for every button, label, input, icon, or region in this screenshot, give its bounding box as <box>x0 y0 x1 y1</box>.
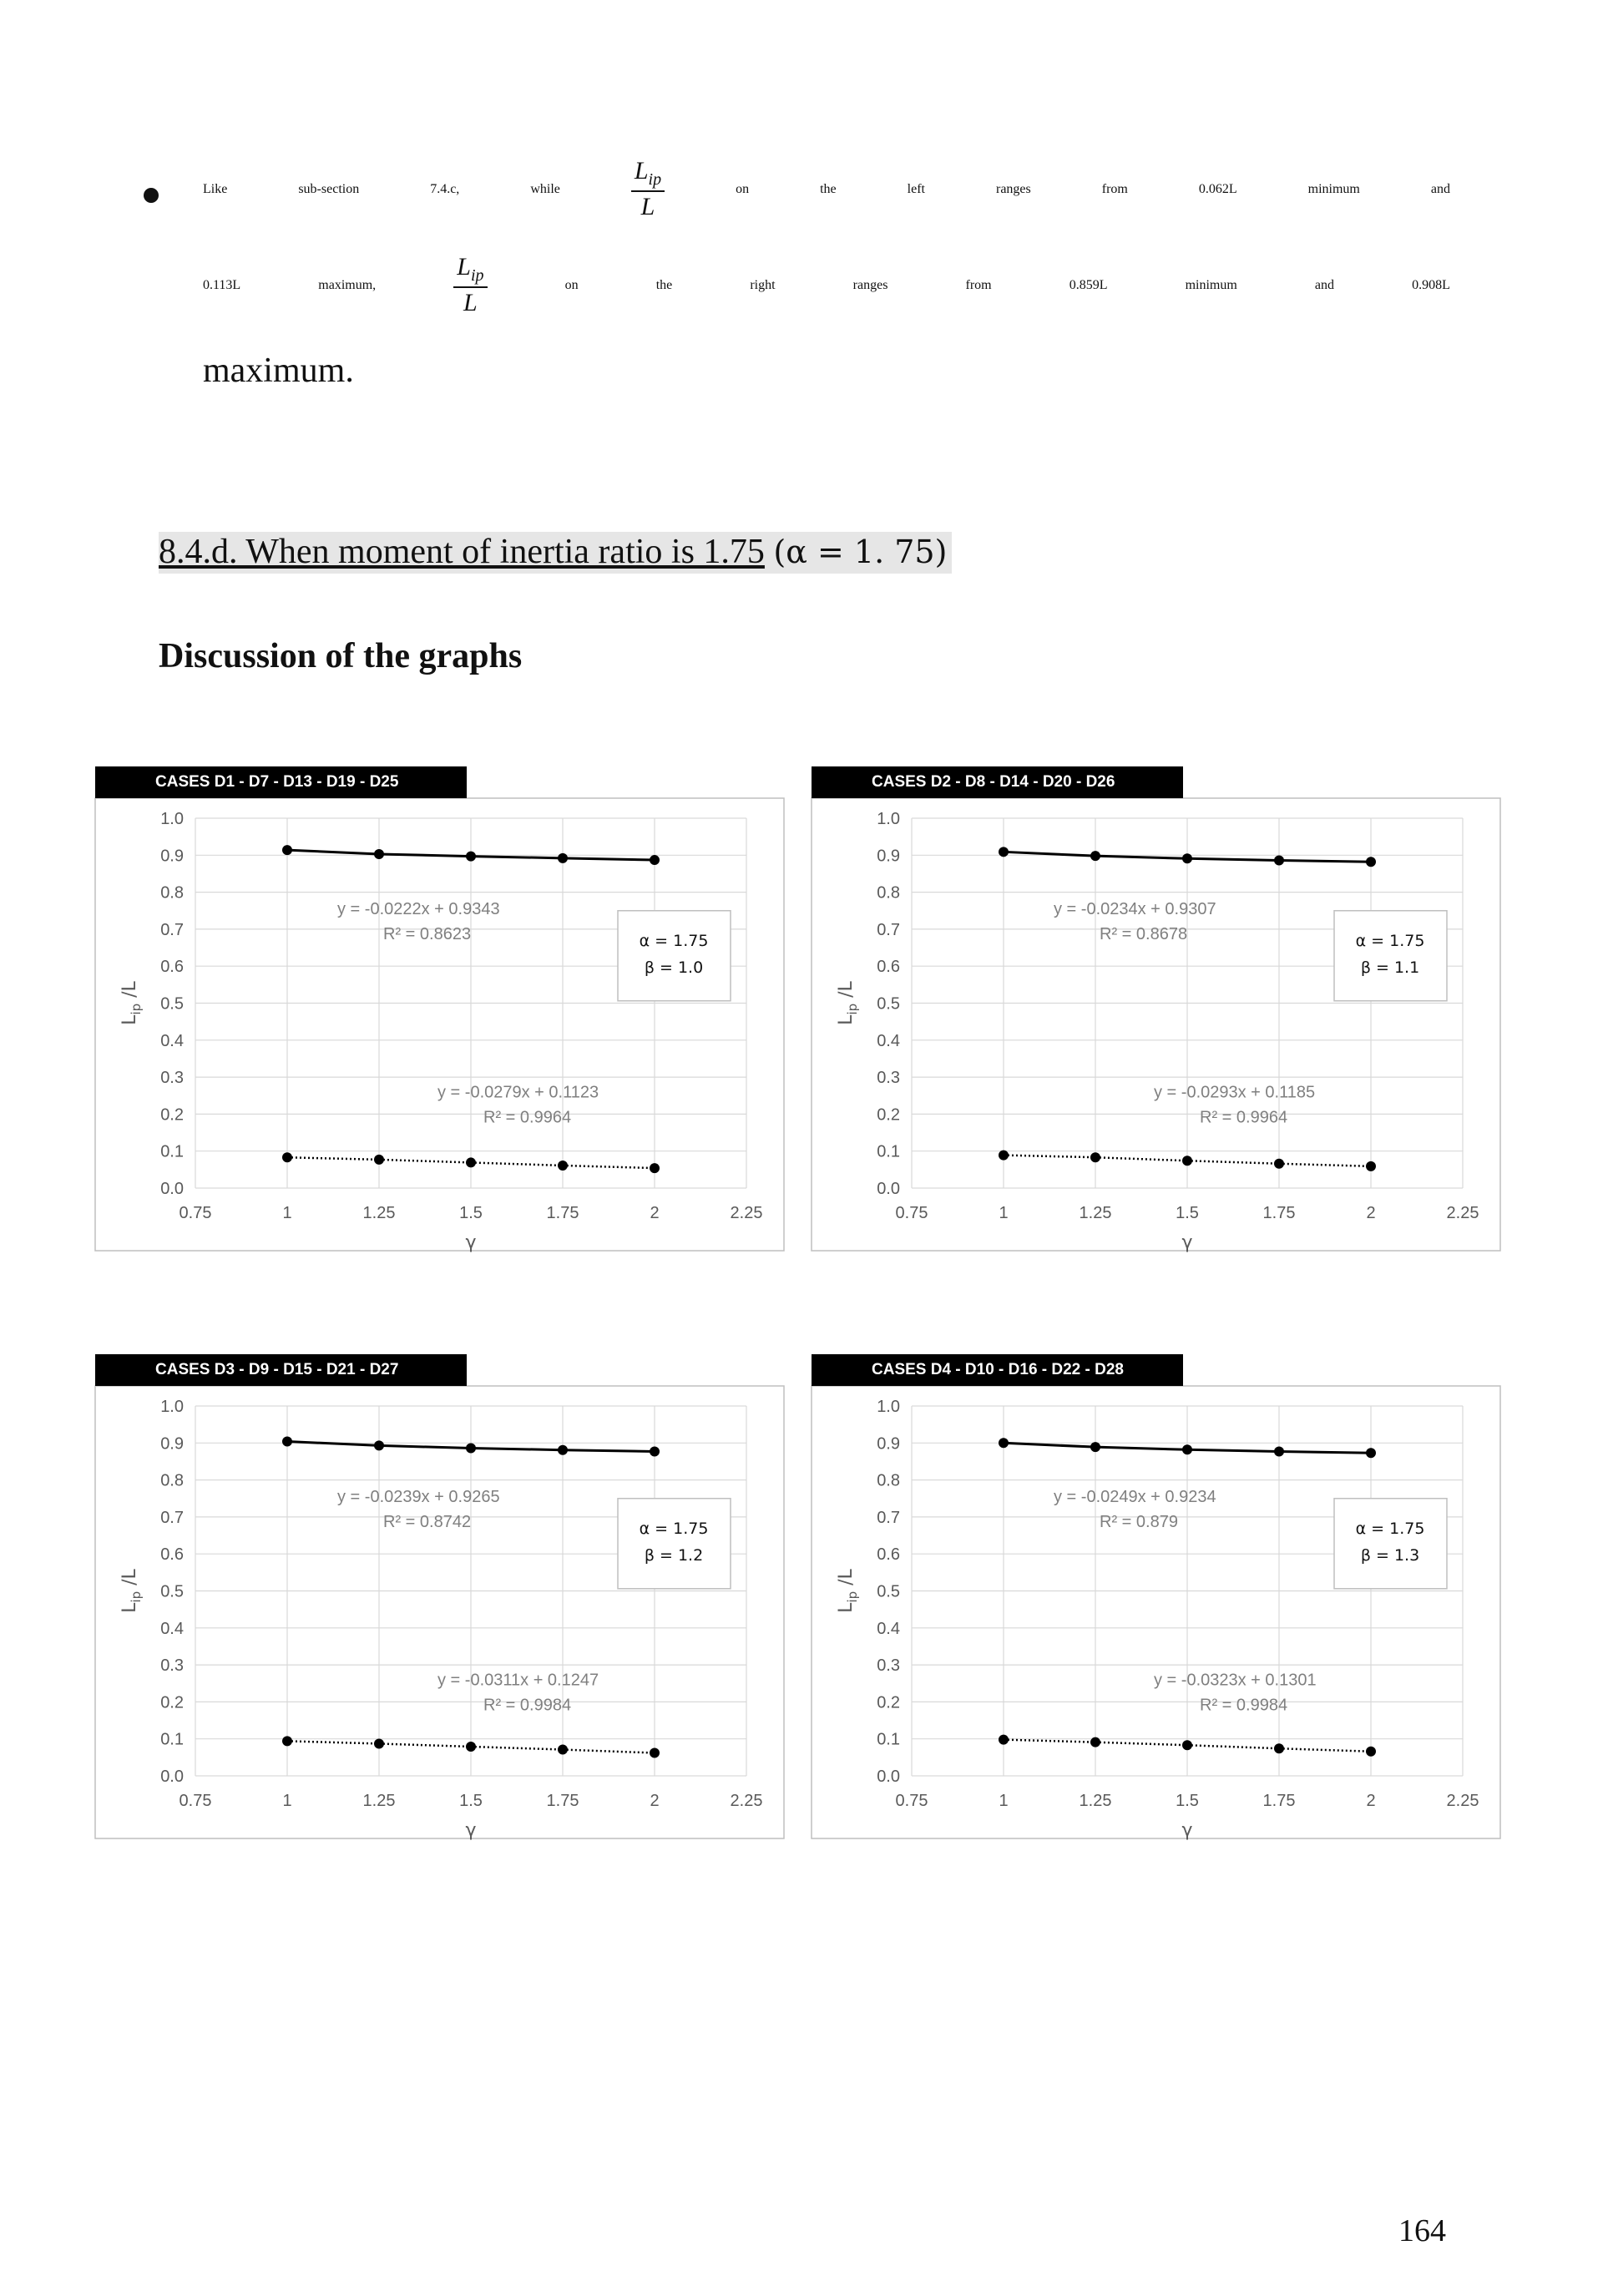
x-tick-label: 0.75 <box>895 1792 928 1810</box>
x-tick-label: 2 <box>650 1204 660 1222</box>
data-point <box>1090 851 1100 861</box>
trendline-r2-lower: R² = 0.9984 <box>1200 1696 1288 1715</box>
parameter-box <box>618 1499 731 1589</box>
y-tick-label: 0.9 <box>877 1434 900 1454</box>
y-tick-label: 0.9 <box>160 1434 184 1454</box>
x-tick-label: 2.25 <box>1446 1204 1479 1222</box>
data-point <box>1366 1161 1376 1171</box>
data-point <box>999 1438 1009 1448</box>
trendline-equation-upper: y = -0.0249x + 0.9234 <box>1054 1488 1216 1507</box>
data-point <box>282 845 292 855</box>
page-number: 164 <box>1398 2213 1446 2248</box>
trendline-r2-upper: R² = 0.8623 <box>383 925 472 944</box>
chart-3 <box>95 1354 784 1841</box>
x-axis-label: γ <box>465 1820 477 1841</box>
fraction-lip-over-l <box>453 255 487 316</box>
parameter-alpha: α = 1.75 <box>1355 1519 1425 1538</box>
trendline-equation-upper: y = -0.0222x + 0.9343 <box>337 900 500 919</box>
word: the <box>655 277 673 292</box>
trendline-r2-upper: R² = 0.8678 <box>1100 925 1188 944</box>
y-tick-label: 0.0 <box>160 1768 184 1786</box>
y-tick-label: 0.1 <box>160 1730 184 1749</box>
trendline-r2-lower: R² = 0.9964 <box>483 1108 572 1127</box>
data-point <box>374 1738 384 1748</box>
x-tick-label: 2 <box>1366 1204 1376 1222</box>
trendline-equation-lower: y = -0.0311x + 0.1247 <box>437 1671 599 1690</box>
chart-2 <box>812 766 1500 1251</box>
paragraph-line-2 <box>203 255 1450 316</box>
data-point <box>650 855 660 865</box>
x-tick-label: 1 <box>282 1204 292 1222</box>
chart-svg <box>95 1354 784 1841</box>
x-tick-label: 1.75 <box>546 1792 579 1810</box>
parameter-beta: β = 1.1 <box>1360 958 1420 977</box>
y-axis-label: $L_{ip}$ /L <box>836 981 860 1025</box>
y-tick-label: 0.4 <box>877 1031 900 1050</box>
chart-svg <box>95 766 784 1251</box>
y-tick-label: 0.2 <box>160 1105 184 1125</box>
data-point <box>650 1748 660 1758</box>
y-tick-label: 0.1 <box>160 1142 184 1161</box>
y-tick-label: 0.7 <box>160 1508 184 1527</box>
y-tick-label: 0.2 <box>160 1693 184 1712</box>
word: right <box>750 277 776 292</box>
y-tick-label: 0.8 <box>877 1471 900 1490</box>
y-tick-label: 0.9 <box>877 847 900 866</box>
x-tick-label: 0.75 <box>179 1204 212 1222</box>
x-axis-label: γ <box>465 1232 477 1253</box>
word: and <box>1430 181 1450 196</box>
word: 0.113L <box>203 277 241 292</box>
y-tick-label: 0.6 <box>160 1545 184 1565</box>
data-point <box>650 1163 660 1173</box>
y-tick-label: 1.0 <box>160 810 184 828</box>
y-tick-label: 0.1 <box>877 1730 900 1749</box>
word: 0.859L <box>1069 277 1108 292</box>
data-point <box>1274 1446 1284 1456</box>
parameter-beta: β = 1.2 <box>644 1545 704 1565</box>
subsection-title <box>159 532 952 574</box>
y-tick-label: 0.1 <box>877 1142 900 1161</box>
data-point <box>1366 1747 1376 1757</box>
parameter-alpha: α = 1.75 <box>639 1519 709 1538</box>
x-tick-label: 1.75 <box>1262 1792 1296 1810</box>
data-point <box>466 1157 476 1167</box>
word: minimum <box>1307 181 1360 196</box>
x-tick-label: 2.25 <box>1446 1792 1479 1810</box>
x-tick-label: 1.25 <box>362 1792 396 1810</box>
data-point <box>558 1445 568 1455</box>
x-tick-label: 1.75 <box>546 1204 579 1222</box>
word: from <box>1101 181 1128 196</box>
word: ranges <box>995 181 1031 196</box>
data-point <box>1182 853 1192 863</box>
y-tick-label: 0.8 <box>160 883 184 903</box>
data-point <box>1274 1743 1284 1753</box>
frac-den: L <box>640 193 655 220</box>
data-point <box>558 1161 568 1171</box>
trendline-r2-lower: R² = 0.9964 <box>1200 1108 1288 1127</box>
y-tick-label: 0.2 <box>877 1105 900 1125</box>
y-tick-label: 0.5 <box>160 994 184 1014</box>
x-tick-label: 1.75 <box>1262 1204 1296 1222</box>
y-tick-label: 0.0 <box>877 1180 900 1198</box>
data-point <box>1182 1444 1192 1454</box>
data-point <box>1366 1448 1376 1458</box>
data-point <box>1274 856 1284 866</box>
word: 0.062L <box>1198 181 1237 196</box>
x-tick-label: 1.25 <box>362 1204 396 1222</box>
data-point <box>466 1742 476 1752</box>
y-tick-label: 0.7 <box>877 920 900 939</box>
data-point <box>1366 857 1376 867</box>
word: from <box>965 277 992 292</box>
subsection-text: 8.4.d. When moment of inertia ratio is 1.75 <box>159 533 765 571</box>
x-axis-label: γ <box>1181 1232 1193 1253</box>
data-point <box>1090 1152 1100 1162</box>
x-tick-label: 1.5 <box>1176 1792 1199 1810</box>
y-tick-label: 0.5 <box>877 994 900 1014</box>
data-point <box>1182 1156 1192 1166</box>
data-point <box>374 1440 384 1450</box>
trendline-equation-upper: y = -0.0234x + 0.9307 <box>1054 900 1216 919</box>
y-tick-label: 1.0 <box>160 1398 184 1416</box>
word: 0.908L <box>1412 277 1450 292</box>
y-tick-label: 0.4 <box>160 1619 184 1638</box>
word: sub-section <box>298 181 360 196</box>
chart-title: CASES D3 - D9 - D15 - D21 - D27 <box>95 1354 467 1386</box>
chart-4 <box>812 1354 1500 1841</box>
word: minimum <box>1185 277 1237 292</box>
x-tick-label: 1 <box>999 1204 1009 1222</box>
y-tick-label: 0.8 <box>160 1471 184 1490</box>
y-tick-label: 0.4 <box>877 1619 900 1638</box>
data-point <box>1090 1442 1100 1452</box>
word: Like <box>203 181 228 196</box>
y-axis-label: $L_{ip}$ /L <box>119 1569 144 1613</box>
word: maximum, <box>318 277 377 292</box>
data-point <box>650 1446 660 1456</box>
data-point <box>282 1437 292 1447</box>
x-tick-label: 0.75 <box>895 1204 928 1222</box>
y-tick-label: 0.4 <box>160 1031 184 1050</box>
trendline-r2-upper: R² = 0.879 <box>1100 1513 1178 1532</box>
chart-1 <box>95 766 784 1251</box>
trendline-r2-lower: R² = 0.9984 <box>483 1696 572 1715</box>
parameter-box <box>1334 911 1447 1001</box>
chart-frame <box>812 1386 1500 1838</box>
y-tick-label: 0.5 <box>160 1582 184 1601</box>
trendline-equation-upper: y = -0.0239x + 0.9265 <box>337 1488 500 1507</box>
y-tick-label: 0.9 <box>160 847 184 866</box>
chart-frame <box>95 798 784 1251</box>
y-tick-label: 0.3 <box>160 1069 184 1088</box>
data-point <box>466 1444 476 1454</box>
data-point <box>999 1151 1009 1161</box>
x-tick-label: 0.75 <box>179 1792 212 1810</box>
frac-num: L <box>457 253 471 281</box>
x-tick-label: 1 <box>282 1792 292 1810</box>
chart-title: CASES D1 - D7 - D13 - D19 - D25 <box>95 766 467 798</box>
data-point <box>558 1745 568 1755</box>
x-tick-label: 2.25 <box>730 1792 763 1810</box>
parameter-box <box>618 911 731 1001</box>
word: left <box>907 181 925 196</box>
data-point <box>999 1735 1009 1745</box>
x-axis-label: γ <box>1181 1820 1193 1841</box>
word: on <box>736 181 750 196</box>
parameter-beta: β = 1.0 <box>644 958 704 977</box>
section-heading: Discussion of the graphs <box>159 637 523 675</box>
data-point <box>1182 1740 1192 1750</box>
frac-num: L <box>634 157 649 185</box>
data-point <box>466 852 476 862</box>
y-tick-label: 0.3 <box>877 1069 900 1088</box>
chart-frame <box>95 1386 784 1838</box>
y-axis-label: $L_{ip}$ /L <box>836 1569 860 1613</box>
data-point <box>282 1152 292 1162</box>
y-tick-label: 0.8 <box>877 883 900 903</box>
data-point <box>1274 1159 1284 1169</box>
y-tick-label: 0.6 <box>877 1545 900 1565</box>
chart-svg <box>812 1354 1500 1841</box>
data-point <box>374 849 384 859</box>
y-tick-label: 0.6 <box>877 958 900 977</box>
x-tick-label: 1.5 <box>459 1204 483 1222</box>
trendline-equation-lower: y = -0.0323x + 0.1301 <box>1154 1671 1317 1690</box>
data-point <box>1090 1737 1100 1747</box>
y-tick-label: 1.0 <box>877 810 900 828</box>
data-point <box>374 1155 384 1165</box>
x-tick-label: 1.25 <box>1079 1792 1112 1810</box>
data-point <box>999 847 1009 857</box>
data-point <box>282 1736 292 1746</box>
y-tick-label: 0.7 <box>160 920 184 939</box>
frac-num-sub: ip <box>470 266 484 285</box>
chart-title: CASES D4 - D10 - D16 - D22 - D28 <box>812 1354 1183 1386</box>
x-tick-label: 2.25 <box>730 1204 763 1222</box>
frac-den: L <box>463 289 478 316</box>
y-tick-label: 0.0 <box>877 1768 900 1786</box>
bullet-icon <box>144 188 159 203</box>
word: and <box>1314 277 1335 292</box>
word: 7.4.c, <box>430 181 460 196</box>
x-tick-label: 1.25 <box>1079 1204 1112 1222</box>
subsection-math: (α = 1. 75) <box>773 534 948 570</box>
x-tick-label: 2 <box>1366 1792 1376 1810</box>
y-tick-label: 0.3 <box>877 1656 900 1676</box>
frac-num-sub: ip <box>648 170 662 189</box>
x-tick-label: 1.5 <box>459 1792 483 1810</box>
chart-svg <box>812 766 1500 1251</box>
trendline-r2-upper: R² = 0.8742 <box>383 1513 472 1532</box>
paragraph-line-1 <box>203 159 1450 220</box>
fraction-lip-over-l <box>631 159 665 220</box>
word: while <box>530 181 560 196</box>
word: ranges <box>852 277 888 292</box>
y-tick-label: 1.0 <box>877 1398 900 1416</box>
y-tick-label: 0.3 <box>160 1656 184 1676</box>
chart-frame <box>812 798 1500 1251</box>
y-tick-label: 0.2 <box>877 1693 900 1712</box>
parameter-alpha: α = 1.75 <box>639 931 709 950</box>
y-tick-label: 0.6 <box>160 958 184 977</box>
trendline-equation-lower: y = -0.0293x + 0.1185 <box>1154 1083 1316 1102</box>
y-tick-label: 0.0 <box>160 1180 184 1198</box>
x-tick-label: 1 <box>999 1792 1009 1810</box>
x-tick-label: 1.5 <box>1176 1204 1199 1222</box>
parameter-beta: β = 1.3 <box>1360 1545 1420 1565</box>
x-tick-label: 2 <box>650 1792 660 1810</box>
chart-title: CASES D2 - D8 - D14 - D20 - D26 <box>812 766 1183 798</box>
word: the <box>820 181 837 196</box>
y-tick-label: 0.5 <box>877 1582 900 1601</box>
data-point <box>558 853 568 863</box>
parameter-alpha: α = 1.75 <box>1355 931 1425 950</box>
trendline-equation-lower: y = -0.0279x + 0.1123 <box>437 1083 599 1102</box>
y-tick-label: 0.7 <box>877 1508 900 1527</box>
paragraph-line-3: maximum. <box>203 351 354 390</box>
word: on <box>564 277 579 292</box>
y-axis-label: $L_{ip}$ /L <box>119 981 144 1025</box>
parameter-box <box>1334 1499 1447 1589</box>
